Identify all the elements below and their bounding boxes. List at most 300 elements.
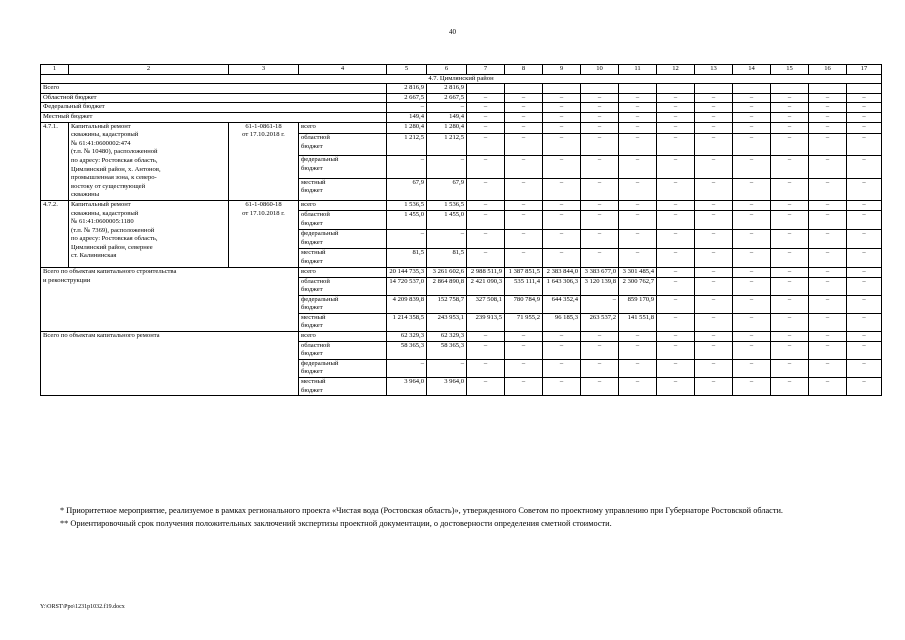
value-cell: – [771, 332, 809, 342]
value-cell: – [733, 277, 771, 295]
value-cell: 1 212,5 [427, 134, 467, 156]
value-cell: – [505, 134, 543, 156]
value-cell: – [619, 112, 657, 122]
file-path: Y:\ORST\Ppo\1231p1032.f19.docx [40, 604, 125, 610]
value-cell: 859 170,9 [619, 295, 657, 313]
value-cell: – [771, 122, 809, 134]
value-cell: – [543, 134, 581, 156]
value-cell: – [733, 210, 771, 229]
value-cell: – [467, 229, 505, 248]
value-cell: – [543, 248, 581, 267]
value-cell: – [581, 295, 619, 313]
value-cell: 1 214 358,5 [387, 313, 427, 331]
value-cell: – [619, 248, 657, 267]
page-number: 40 [449, 28, 456, 36]
value-cell: – [581, 122, 619, 134]
value-cell: – [657, 134, 695, 156]
value-cell: – [581, 332, 619, 342]
column-header: 13 [695, 65, 733, 75]
value-cell: – [467, 210, 505, 229]
value-cell: – [657, 277, 695, 295]
value-cell: – [847, 313, 882, 331]
value-cell: – [543, 332, 581, 342]
value-cell: 81,5 [427, 248, 467, 267]
cell-line: по адресу: Ростовская область, [71, 156, 158, 164]
value-cell: 2 816,9 [427, 84, 467, 94]
value-cell: – [619, 378, 657, 396]
value-cell: – [847, 359, 882, 377]
value-cell: – [847, 248, 882, 267]
cell-line: бюджет [301, 238, 323, 246]
section-row [41, 74, 882, 84]
value-cell: 141 551,8 [619, 313, 657, 331]
value-cell: – [581, 178, 619, 200]
value-cell: 2 667,5 [387, 93, 427, 103]
value-cell: – [733, 341, 771, 359]
value-cell: – [543, 200, 581, 210]
value-cell: – [809, 332, 847, 342]
value-cell: – [505, 378, 543, 396]
cell-line: (т.п. № 7369), расположенной [71, 226, 155, 234]
value-cell: 3 120 139,8 [581, 277, 619, 295]
cell-line: бюджет [301, 350, 323, 358]
value-cell: – [771, 178, 809, 200]
value-cell: – [387, 156, 427, 178]
value-cell: – [467, 122, 505, 134]
value-cell: – [733, 313, 771, 331]
value-cell: 67,9 [427, 178, 467, 200]
object-number: 4.7.2. [41, 200, 69, 267]
cell-line: бюджет [301, 286, 323, 294]
summary-label: Всего [41, 84, 387, 94]
value-cell: – [467, 134, 505, 156]
section-title: 4.7. Цимлянский район [41, 74, 882, 84]
value-cell: – [771, 313, 809, 331]
value-cell: – [581, 134, 619, 156]
value-cell: – [543, 178, 581, 200]
value-cell: – [467, 332, 505, 342]
value-cell: – [809, 313, 847, 331]
value-cell: 2 988 511,9 [467, 267, 505, 277]
value-cell: – [581, 229, 619, 248]
value-cell: – [695, 103, 733, 113]
value-cell [733, 84, 771, 94]
value-cell: – [695, 93, 733, 103]
cell-line: местный [301, 378, 326, 386]
total-row [41, 267, 882, 277]
value-cell: – [847, 229, 882, 248]
header-row [41, 65, 882, 75]
value-cell: – [733, 248, 771, 267]
summary-label: Областной бюджет [41, 93, 387, 103]
cell-line: промышленная зона, к северо- [71, 174, 157, 182]
column-header: 16 [809, 65, 847, 75]
value-cell: – [847, 378, 882, 396]
cell-line: местный [301, 178, 326, 186]
cell-line: областной [301, 210, 330, 218]
column-header: 14 [733, 65, 771, 75]
value-cell: – [543, 112, 581, 122]
budget-type [299, 341, 387, 359]
value-cell: 4 209 839,8 [387, 295, 427, 313]
value-cell: – [809, 112, 847, 122]
value-cell: 1 212,5 [387, 134, 427, 156]
cell-line: Капитальный ремонт [71, 200, 131, 208]
value-cell: – [467, 378, 505, 396]
value-cell: – [809, 200, 847, 210]
value-cell: – [543, 122, 581, 134]
value-cell: – [619, 359, 657, 377]
cell-line: областной [301, 341, 330, 349]
value-cell: – [657, 156, 695, 178]
value-cell: – [771, 200, 809, 210]
value-cell: – [733, 156, 771, 178]
value-cell: – [847, 210, 882, 229]
value-cell: – [809, 248, 847, 267]
value-cell: – [619, 103, 657, 113]
value-cell: – [427, 229, 467, 248]
value-cell: – [505, 103, 543, 113]
value-cell: – [733, 112, 771, 122]
cell-line: федеральный [301, 229, 339, 237]
value-cell: – [581, 341, 619, 359]
summary-label: Федеральный бюджет [41, 103, 387, 113]
value-cell: – [543, 103, 581, 113]
cell-line: ст. Калининская [71, 252, 117, 260]
value-cell: – [695, 313, 733, 331]
value-cell: – [847, 93, 882, 103]
cell-line: бюджет [301, 257, 323, 265]
value-cell: – [543, 210, 581, 229]
value-cell: – [771, 93, 809, 103]
cell-line: бюджет [301, 142, 323, 150]
value-cell: 1 280,4 [427, 122, 467, 134]
value-cell: 3 964,0 [427, 378, 467, 396]
value-cell: – [467, 93, 505, 103]
value-cell: 2 816,9 [387, 84, 427, 94]
footnote-priority: * Приоритетное мероприятие, реализуемое в рамках регионального проекта «Чистая вода (Ростовская область)», утвержденного Советом по проектному управлению при Губернаторе Ростовской области. [60, 506, 784, 515]
value-cell: – [505, 210, 543, 229]
value-cell: – [581, 93, 619, 103]
cell-line: Капитальный ремонт [71, 122, 131, 130]
value-cell: – [657, 332, 695, 342]
value-cell: – [809, 210, 847, 229]
value-cell: – [847, 200, 882, 210]
cell-line: бюджет [301, 304, 323, 312]
cell-line: Всего по объектам капитального строительства [43, 267, 177, 275]
budget-type [299, 248, 387, 267]
value-cell: – [695, 359, 733, 377]
cell-line: бюджет [301, 368, 323, 376]
cell-line: всего [301, 332, 316, 340]
value-cell: – [847, 103, 882, 113]
value-cell: – [847, 122, 882, 134]
value-cell: – [847, 134, 882, 156]
value-cell: 644 352,4 [543, 295, 581, 313]
cell-line: областной [301, 277, 330, 285]
cell-line: Цимлянский район, севернее [71, 243, 153, 251]
object-code [229, 200, 299, 267]
value-cell: – [809, 267, 847, 277]
value-cell: – [733, 359, 771, 377]
value-cell: 3 261 602,6 [427, 267, 467, 277]
column-header: 2 [69, 65, 229, 75]
value-cell: – [847, 341, 882, 359]
budget-table [40, 64, 882, 396]
value-cell: 1 455,0 [427, 210, 467, 229]
value-cell: – [733, 295, 771, 313]
object-row [41, 122, 882, 134]
budget-type [299, 122, 387, 134]
value-cell: – [505, 156, 543, 178]
object-description [69, 122, 229, 200]
value-cell: – [657, 200, 695, 210]
footnotes [40, 504, 865, 530]
value-cell: – [505, 229, 543, 248]
value-cell: – [427, 103, 467, 113]
column-header: 17 [847, 65, 882, 75]
value-cell: – [809, 178, 847, 200]
cell-line: востоку от существующей [71, 182, 146, 190]
value-cell: – [619, 178, 657, 200]
cell-line: всего [301, 200, 316, 208]
value-cell: – [543, 93, 581, 103]
value-cell: – [581, 112, 619, 122]
budget-type [299, 156, 387, 178]
value-cell: 62 329,3 [387, 332, 427, 342]
cell-line: местный [301, 248, 326, 256]
cell-line: № 61:41:0600005:1180 [71, 218, 134, 226]
value-cell: – [505, 178, 543, 200]
cell-line: 61-1-0861-18 [245, 122, 282, 130]
value-cell [505, 84, 543, 94]
value-cell: 67,9 [387, 178, 427, 200]
value-cell: 96 185,3 [543, 313, 581, 331]
cell-line: бюджет [301, 386, 323, 394]
value-cell: – [427, 156, 467, 178]
value-cell: – [695, 229, 733, 248]
cell-line: всего [301, 122, 316, 130]
value-cell: 2 864 890,8 [427, 277, 467, 295]
object-row [41, 200, 882, 210]
value-cell: – [657, 112, 695, 122]
value-cell: – [771, 378, 809, 396]
value-cell: – [733, 267, 771, 277]
value-cell: – [505, 332, 543, 342]
value-cell: – [619, 200, 657, 210]
value-cell: – [467, 103, 505, 113]
column-header: 12 [657, 65, 695, 75]
value-cell: – [581, 248, 619, 267]
value-cell: – [505, 200, 543, 210]
value-cell [543, 84, 581, 94]
value-cell: – [771, 248, 809, 267]
value-cell: – [695, 295, 733, 313]
column-header: 10 [581, 65, 619, 75]
value-cell: 149,4 [427, 112, 467, 122]
value-cell: 780 784,9 [505, 295, 543, 313]
value-cell: 58 365,3 [427, 341, 467, 359]
value-cell: – [733, 332, 771, 342]
value-cell: – [387, 103, 427, 113]
column-header: 1 [41, 65, 69, 75]
column-header: 9 [543, 65, 581, 75]
value-cell: – [771, 112, 809, 122]
value-cell: – [543, 341, 581, 359]
column-header: 8 [505, 65, 543, 75]
value-cell: – [619, 93, 657, 103]
value-cell: – [543, 156, 581, 178]
total-label [41, 267, 299, 331]
budget-type [299, 359, 387, 377]
value-cell: 1 455,0 [387, 210, 427, 229]
value-cell: – [771, 156, 809, 178]
total-row [41, 332, 882, 342]
value-cell: 81,5 [387, 248, 427, 267]
budget-type [299, 313, 387, 331]
cell-line: бюджет [301, 187, 323, 195]
summary-row [41, 93, 882, 103]
summary-label: Местный бюджет [41, 112, 387, 122]
column-header: 4 [299, 65, 387, 75]
value-cell: – [771, 103, 809, 113]
value-cell: – [733, 122, 771, 134]
cell-line: скважины, кадастровый [71, 209, 139, 217]
value-cell: – [505, 359, 543, 377]
value-cell: 62 329,3 [427, 332, 467, 342]
cell-line: от 17.10.2018 г. [242, 209, 285, 217]
value-cell: 327 508,1 [467, 295, 505, 313]
cell-line: (т.п. № 10480), расположенной [71, 148, 158, 156]
value-cell: 1 536,5 [427, 200, 467, 210]
value-cell: – [581, 200, 619, 210]
value-cell: – [695, 134, 733, 156]
value-cell: – [809, 378, 847, 396]
value-cell: – [847, 112, 882, 122]
value-cell: – [657, 267, 695, 277]
cell-line: скважины, кадастровый [71, 131, 139, 139]
value-cell [619, 84, 657, 94]
value-cell: – [847, 277, 882, 295]
budget-type [299, 200, 387, 210]
value-cell: – [619, 156, 657, 178]
value-cell: 263 537,2 [581, 313, 619, 331]
value-cell: – [809, 341, 847, 359]
value-cell: 2 383 844,0 [543, 267, 581, 277]
value-cell: – [695, 200, 733, 210]
cell-line: Цимлянский район, х. Антонов, [71, 165, 161, 173]
cell-line: от 17.10.2018 г. [242, 131, 285, 139]
value-cell: – [505, 341, 543, 359]
value-cell: 239 913,5 [467, 313, 505, 331]
value-cell: – [809, 122, 847, 134]
column-header: 6 [427, 65, 467, 75]
value-cell: – [809, 229, 847, 248]
budget-type [299, 295, 387, 313]
cell-line: скважины [71, 191, 100, 199]
value-cell: – [543, 229, 581, 248]
summary-row [41, 103, 882, 113]
value-cell: – [467, 200, 505, 210]
value-cell: – [467, 341, 505, 359]
budget-type [299, 134, 387, 156]
value-cell: – [467, 112, 505, 122]
value-cell: – [657, 210, 695, 229]
value-cell: – [733, 229, 771, 248]
value-cell: – [771, 295, 809, 313]
object-number: 4.7.1. [41, 122, 69, 200]
value-cell: – [505, 122, 543, 134]
value-cell: – [427, 359, 467, 377]
value-cell: – [619, 341, 657, 359]
value-cell: – [695, 378, 733, 396]
value-cell: – [543, 378, 581, 396]
table-body [41, 65, 882, 396]
value-cell: – [771, 267, 809, 277]
cell-line: и реконструкции [43, 276, 91, 284]
value-cell: – [657, 93, 695, 103]
value-cell: – [733, 378, 771, 396]
value-cell: – [657, 178, 695, 200]
value-cell: – [581, 156, 619, 178]
value-cell: 152 758,7 [427, 295, 467, 313]
value-cell: – [771, 229, 809, 248]
value-cell: – [847, 332, 882, 342]
value-cell [657, 84, 695, 94]
summary-row [41, 84, 882, 94]
value-cell [847, 84, 882, 94]
object-description [69, 200, 229, 267]
value-cell: – [581, 378, 619, 396]
value-cell: – [695, 332, 733, 342]
value-cell: – [695, 277, 733, 295]
cell-line: бюджет [301, 322, 323, 330]
value-cell: – [809, 134, 847, 156]
value-cell: – [505, 248, 543, 267]
value-cell: – [581, 210, 619, 229]
value-cell: – [505, 93, 543, 103]
value-cell: – [771, 210, 809, 229]
value-cell: – [657, 359, 695, 377]
value-cell: – [809, 156, 847, 178]
value-cell: – [695, 178, 733, 200]
value-cell: – [387, 229, 427, 248]
object-code [229, 122, 299, 200]
value-cell [581, 84, 619, 94]
value-cell [695, 84, 733, 94]
budget-type [299, 178, 387, 200]
value-cell: – [657, 341, 695, 359]
footnote-expertise: ** Ориентировочный срок получения положительных заключений экспертизы проектной документации, о достоверности определения сметной стоимости. [60, 519, 612, 528]
value-cell: – [847, 267, 882, 277]
budget-type [299, 267, 387, 277]
value-cell: – [581, 359, 619, 377]
value-cell: – [619, 210, 657, 229]
value-cell: – [733, 134, 771, 156]
column-header: 5 [387, 65, 427, 75]
value-cell: 535 111,4 [505, 277, 543, 295]
value-cell: – [695, 122, 733, 134]
value-cell: – [581, 103, 619, 113]
value-cell: – [695, 248, 733, 267]
value-cell: – [467, 156, 505, 178]
column-header: 11 [619, 65, 657, 75]
value-cell: 3 383 677,0 [581, 267, 619, 277]
value-cell: – [847, 295, 882, 313]
cell-line: местный [301, 313, 326, 321]
cell-line: по адресу: Ростовская область, [71, 235, 158, 243]
value-cell: – [657, 378, 695, 396]
